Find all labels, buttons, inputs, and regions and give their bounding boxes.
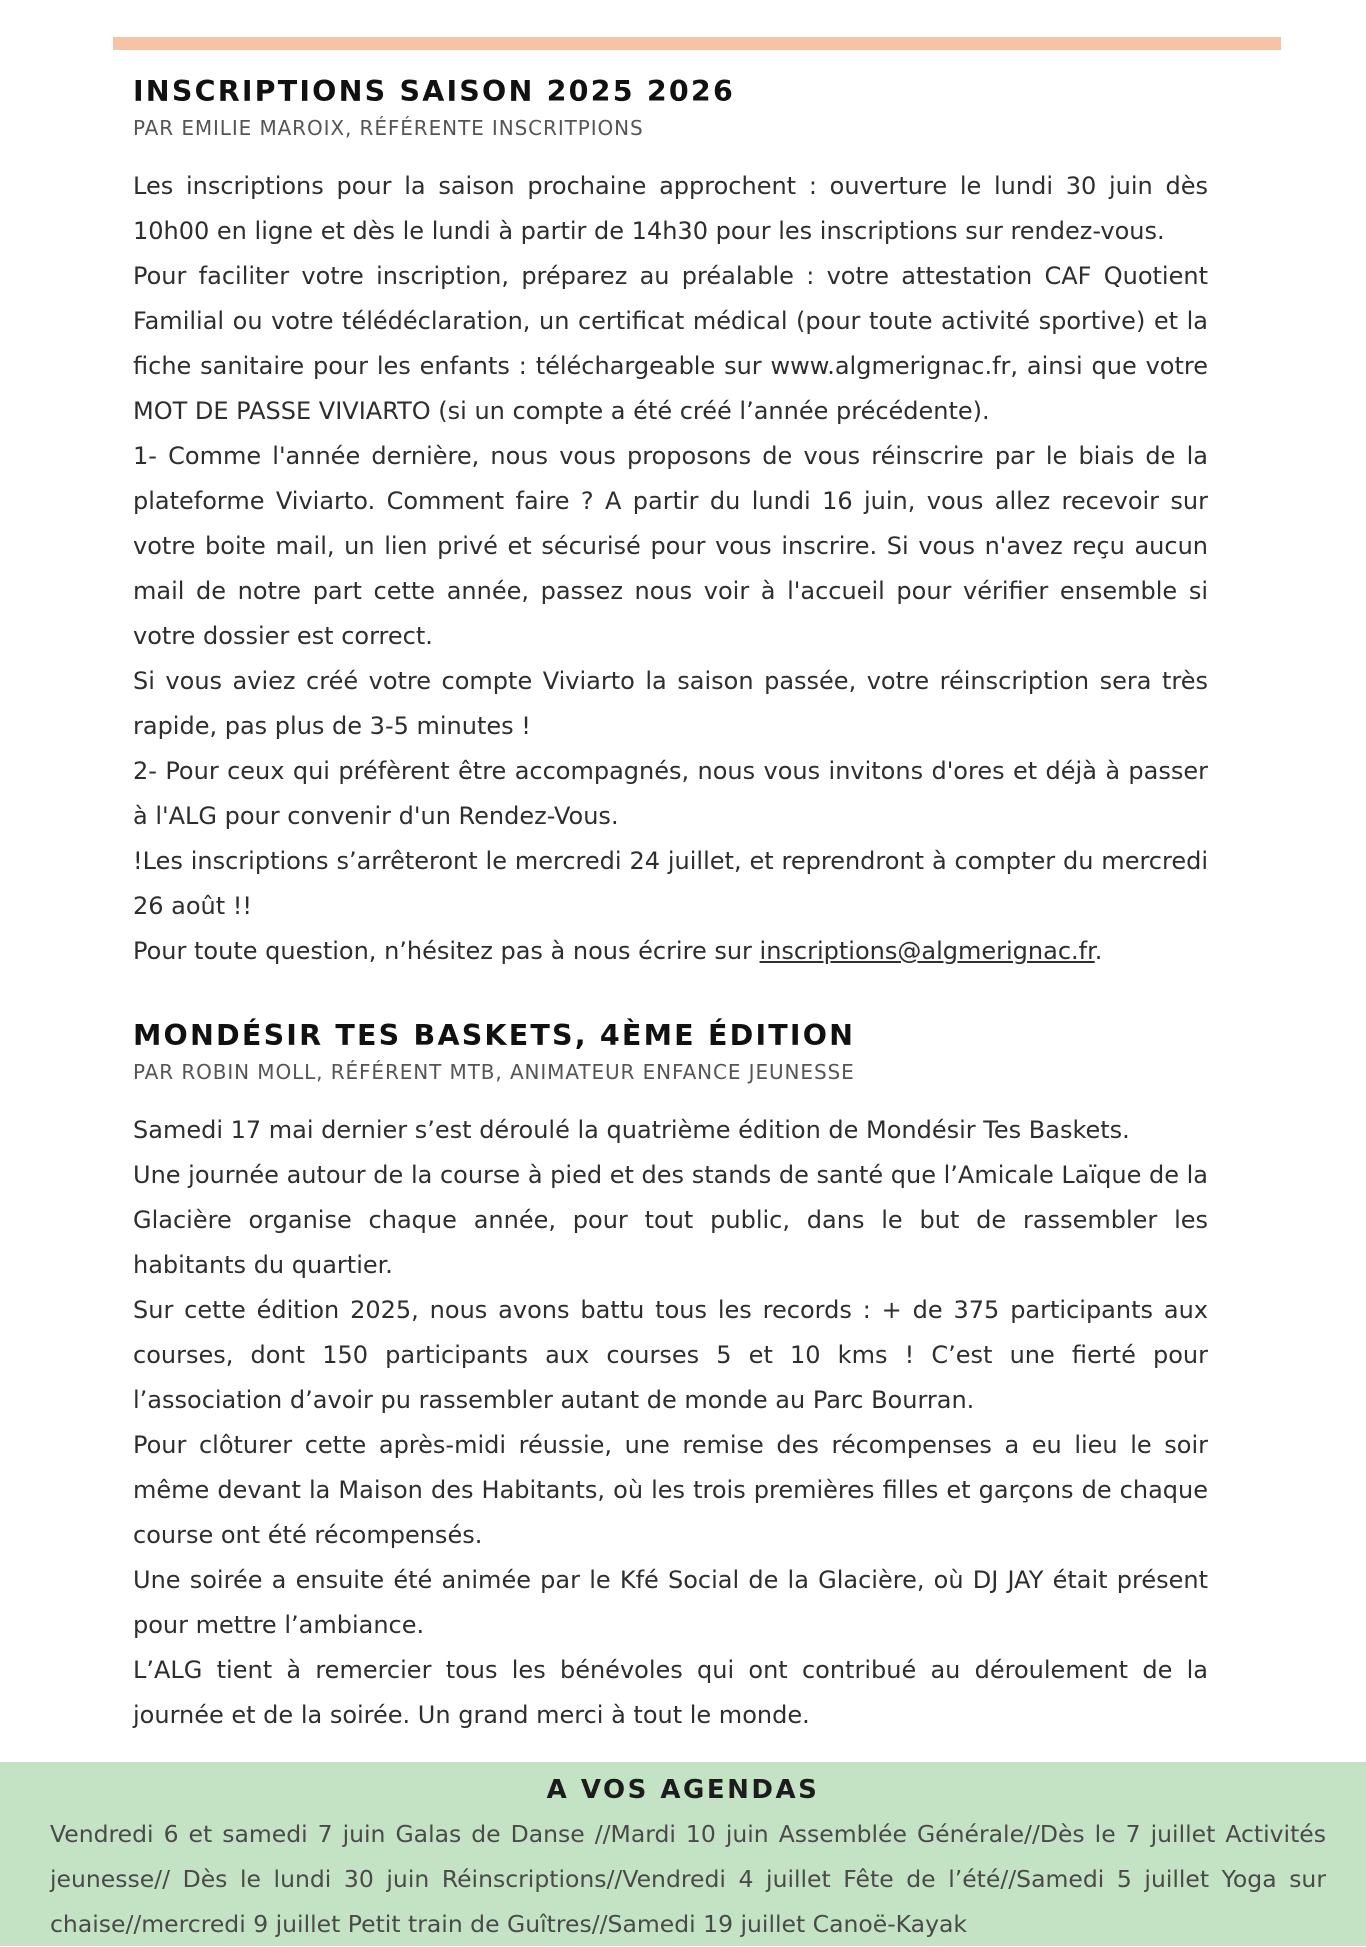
paragraph: Une soirée a ensuite été animée par le Kfé Social de la Glacière, où DJ JAY était présent pour mettre l’ambiance.: [133, 1566, 1208, 1639]
paragraph: Samedi 17 mai dernier s’est déroulé la quatrième édition de Mondésir Tes Baskets.: [133, 1116, 1130, 1144]
paragraph: 2- Pour ceux qui préfèrent être accompagnés, nous vous invitons d'ores et déjà à passer à l'ALG pour convenir d'un Rendez-Vous.: [133, 757, 1208, 830]
paragraph: Les inscriptions pour la saison prochaine approchent : ouverture le lundi 30 juin dès 10h00 en ligne et dès le lundi à partir de 14h30 pour les inscriptions sur rendez-vous.: [133, 172, 1208, 245]
section-mondesir: [133, 1016, 1208, 1738]
agenda-text: Vendredi 6 et samedi 7 juin Galas de Danse //Mardi 10 juin Assemblée Générale//Dès le 7 juillet Activités jeunesse// Dès le lundi 30 juin Réinscriptions//Vendredi 4 juillet Fête de l’été//Samedi 5 juillet Yoga sur chaise//mercredi 9 juillet Petit train de Guîtres//Samedi 19 juillet Canoë-Kayak: [50, 1820, 1326, 1938]
contact-paragraph: [133, 929, 1208, 974]
section-title-mondesir: MONDÉSIR TES BASKETS, 4ÈME ÉDITION: [133, 1019, 856, 1052]
paragraph: !Les inscriptions s’arrêteront le mercredi 24 juillet, et reprendront à compter du mercredi 26 août !!: [133, 847, 1208, 920]
paragraph: 1- Comme l'année dernière, nous vous proposons de vous réinscrire par le biais de la plateforme Viviarto. Comment faire ? A partir du lundi 16 juin, vous allez recevoir sur votre boite mail, un lien privé et sécurisé pour vous inscrire. Si vous n'avez reçu aucun mail de notre part cette année, passez nous voir à l'accueil pour vérifier ensemble si votre dossier est correct.: [133, 442, 1208, 650]
body-mondesir: [133, 1108, 1208, 1738]
paragraph: Une journée autour de la course à pied et des stands de santé que l’Amicale Laïque de la Glacière organise chaque année, pour tout public, dans le but de rassembler les habitants du quartier.: [133, 1161, 1208, 1279]
paragraph: Pour clôturer cette après-midi réussie, une remise des récompenses a eu lieu le soir même devant la Maison des Habitants, où les trois premières filles et garçons de chaque course ont été récompensés.: [133, 1431, 1208, 1549]
body-inscriptions: [133, 164, 1208, 974]
contact-email-link[interactable]: inscriptions@algmerignac.fr: [759, 937, 1095, 965]
section-inscriptions: [133, 72, 1208, 974]
byline-mondesir: PAR ROBIN MOLL, RÉFÉRENT MTB, ANIMATEUR ENFANCE JEUNESSE: [133, 1060, 855, 1084]
byline-inscriptions: PAR EMILIE MAROIX, RÉFÉRENTE INSCRITPIONS: [133, 116, 644, 140]
article-content: [133, 72, 1208, 1738]
agenda-box: [0, 1762, 1366, 1946]
paragraph: Pour faciliter votre inscription, préparez au préalable : votre attestation CAF Quotient Familial ou votre télédéclaration, un certificat médical (pour toute activité sportive) et la fiche sanitaire pour les enfants : téléchargeable sur www.algmerignac.fr, ainsi que votre MOT DE PASSE VIVIARTO (si un compte a été créé l’année précédente).: [133, 262, 1208, 425]
agenda-title: A VOS AGENDAS: [546, 1775, 820, 1805]
paragraph: L’ALG tient à remercier tous les bénévoles qui ont contribué au déroulement de la journée et de la soirée. Un grand merci à tout le monde.: [133, 1656, 1208, 1729]
section-title-inscriptions: INSCRIPTIONS SAISON 2025 2026: [133, 75, 735, 108]
paragraph: Si vous aviez créé votre compte Viviarto la saison passée, votre réinscription sera très rapide, pas plus de 3-5 minutes !: [133, 667, 1208, 740]
contact-suffix: .: [1094, 937, 1103, 965]
top-accent-bar: [113, 37, 1281, 50]
contact-prefix: Pour toute question, n’hésitez pas à nous écrire sur: [133, 937, 760, 965]
paragraph: Sur cette édition 2025, nous avons battu tous les records : + de 375 participants aux courses, dont 150 participants aux courses 5 et 10 kms ! C’est une fierté pour l’association d’avoir pu rassembler autant de monde au Parc Bourran.: [133, 1296, 1208, 1414]
